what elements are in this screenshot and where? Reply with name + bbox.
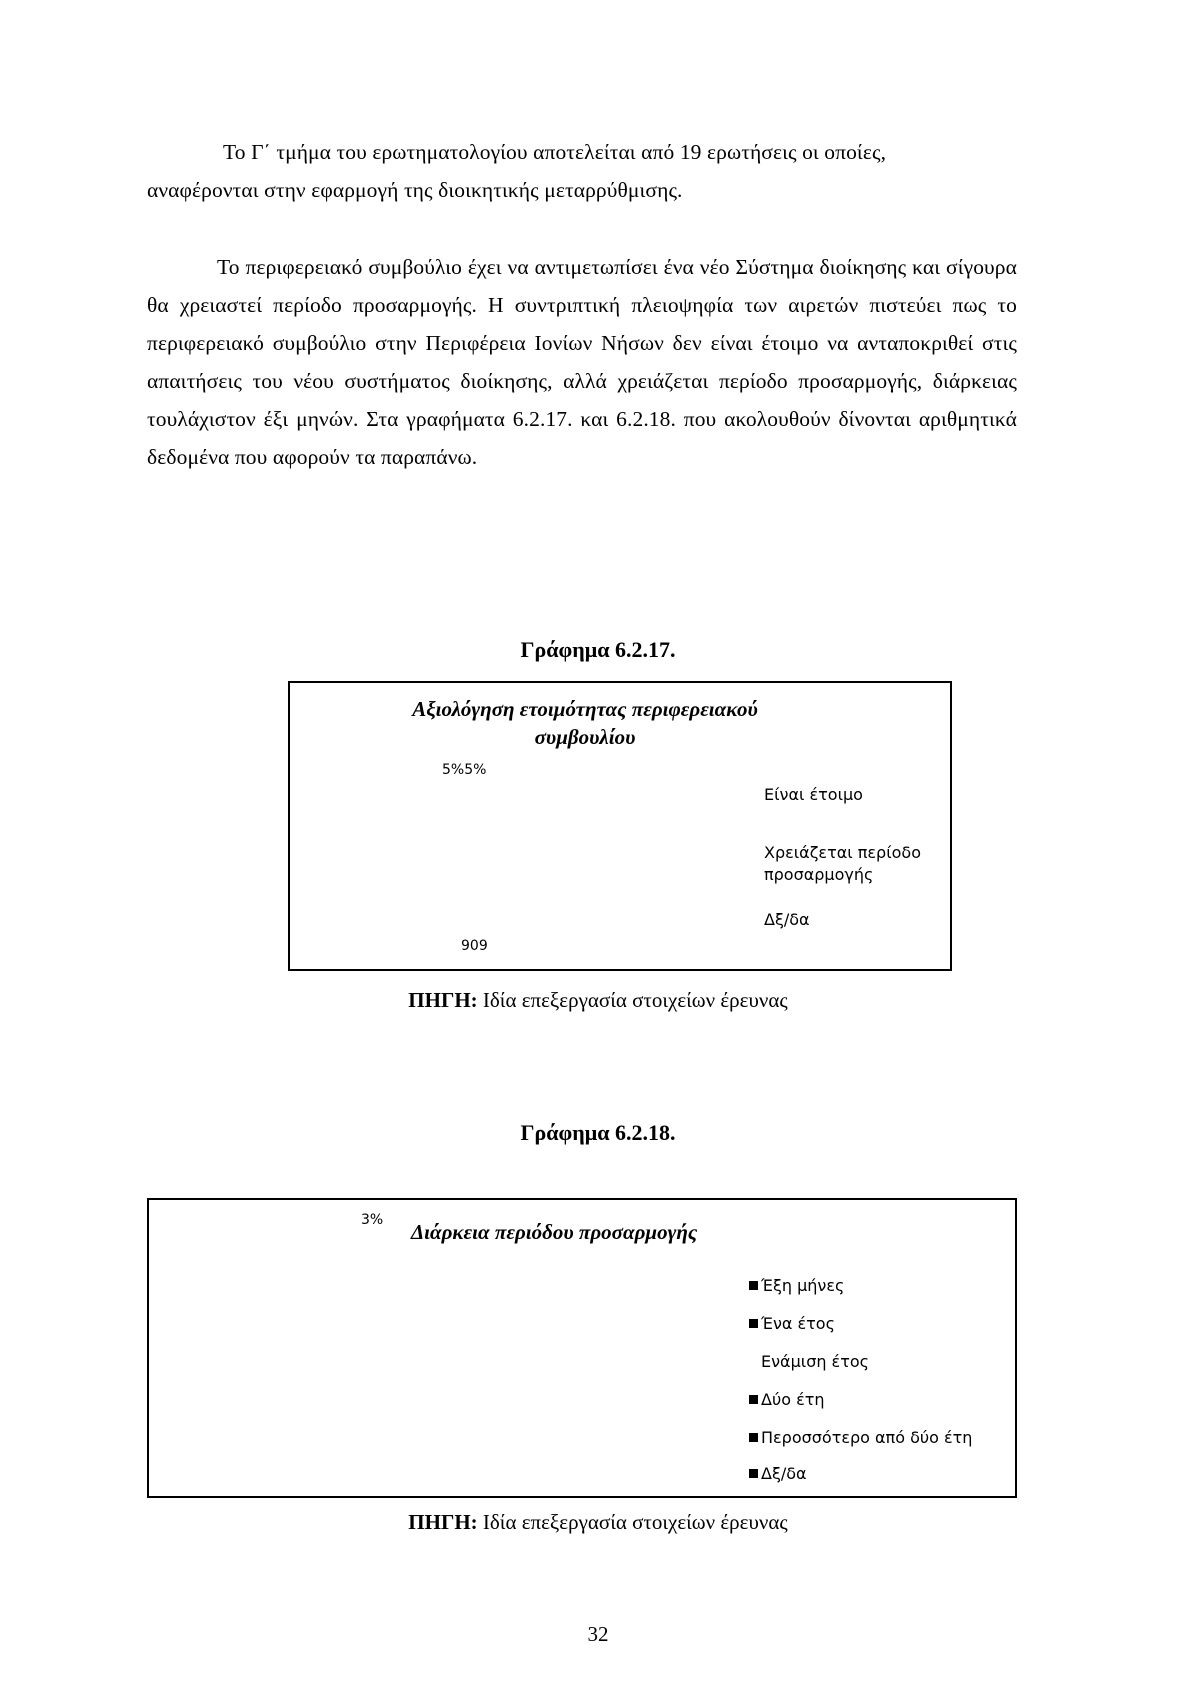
chart1-legend-item-ready: Είναι έτοιμο	[764, 785, 863, 804]
chart1-title-line2: συμβουλίου	[534, 725, 636, 749]
legend-square-icon	[749, 1469, 758, 1478]
chart1-data-label-bottom: 909	[461, 938, 488, 954]
figure1-source	[0, 988, 1196, 1013]
chart2-legend-label-5: Περοσσότερο από δύο έτη	[761, 1428, 973, 1447]
chart2-legend-item-2	[749, 1313, 835, 1335]
chart2-legend-label-3: Ενάμιση έτος	[761, 1352, 870, 1371]
figure1-source-text: Ιδία επεξεργασία στοιχείων έρευνας	[477, 988, 788, 1012]
paragraph-intro-line2: αναφέρονται στην εφαρμογή της διοικητικής μεταρρύθμισης.	[147, 178, 683, 202]
chart2-legend-item-6	[749, 1463, 807, 1485]
chart1-legend-item-adaptation	[764, 842, 921, 886]
chart2-legend-label-2: Ένα έτος	[761, 1314, 835, 1333]
figure1-label: Γράφημα 6.2.17.	[520, 637, 676, 662]
figure2-source	[0, 1510, 1196, 1535]
chart2-legend-label-4: Δύο έτη	[761, 1390, 825, 1409]
chart2-legend-label-6: Δξ/δα	[761, 1464, 807, 1483]
page-number: 32	[587, 1622, 609, 1646]
chart2-legend-label-1: Έξη μήνες	[761, 1276, 845, 1295]
legend-square-icon	[749, 1395, 758, 1404]
figure1-source-label: ΠΗΓΗ:	[408, 988, 478, 1012]
chart1-legend-item-dk: Δξ/δα	[764, 910, 810, 929]
chart1-frame	[288, 681, 952, 971]
paragraph-intro	[147, 133, 1017, 209]
chart2-title: Διάρκεια περιόδου προσαρμογής	[411, 1220, 698, 1244]
chart2-legend-item-1	[749, 1275, 844, 1297]
chart1-legend-item-adaptation-line1: Χρειάζεται περίοδο	[764, 843, 921, 862]
paragraph-intro-line1: Το Γ΄ τμήμα του ερωτηματολογίου αποτελείται από 19 ερωτήσεις οι οποίες,	[223, 140, 887, 164]
chart1-legend-item-adaptation-line2: προσαρμογής	[764, 865, 874, 884]
paragraph-main-text: Το περιφερειακό συμβούλιο έχει να αντιμετωπίσει ένα νέο Σύστημα διοίκησης και σίγουρα θα χρειαστεί περίοδο προσαρμογής. Η συντριπτική πλειοψηφία των αιρετών πιστεύει πως το περιφερειακό συμβούλιο στην Περιφέρεια Ιονίων Νήσων δεν είναι έτοιμο να ανταποκριθεί στις απαιτήσεις του νέου συστήματος διοίκησης, αλλά χρειάζεται περίοδο προσαρμογής, διάρκειας τουλάχιστον έξι μηνών. Στα γραφήματα 6.2.17. και 6.2.18. που ακολουθούν δίνονται αριθμητικά δεδομένα που αφορούν τα παραπάνω.	[147, 255, 1017, 469]
legend-square-icon	[749, 1319, 758, 1328]
chart1-title	[350, 695, 820, 751]
chart2-legend-item-4	[749, 1389, 825, 1411]
chart2-data-label: 3%	[361, 1212, 384, 1228]
chart1-data-label-top: 5%5%	[442, 762, 487, 778]
chart2-legend-item-3	[761, 1351, 869, 1373]
legend-square-icon	[749, 1281, 758, 1290]
paragraph-main	[147, 248, 1017, 476]
chart2-legend-item-5	[749, 1427, 972, 1449]
figure2-label: Γράφημα 6.2.18.	[520, 1120, 676, 1145]
figure2-source-text: Ιδία επεξεργασία στοιχείων έρευνας	[477, 1510, 788, 1534]
figure2-source-label: ΠΗΓΗ:	[408, 1510, 478, 1534]
chart2-frame	[147, 1198, 1017, 1498]
legend-square-icon	[749, 1433, 758, 1442]
chart1-title-line1: Αξιολόγηση ετοιμότητας περιφερειακού	[412, 697, 758, 721]
